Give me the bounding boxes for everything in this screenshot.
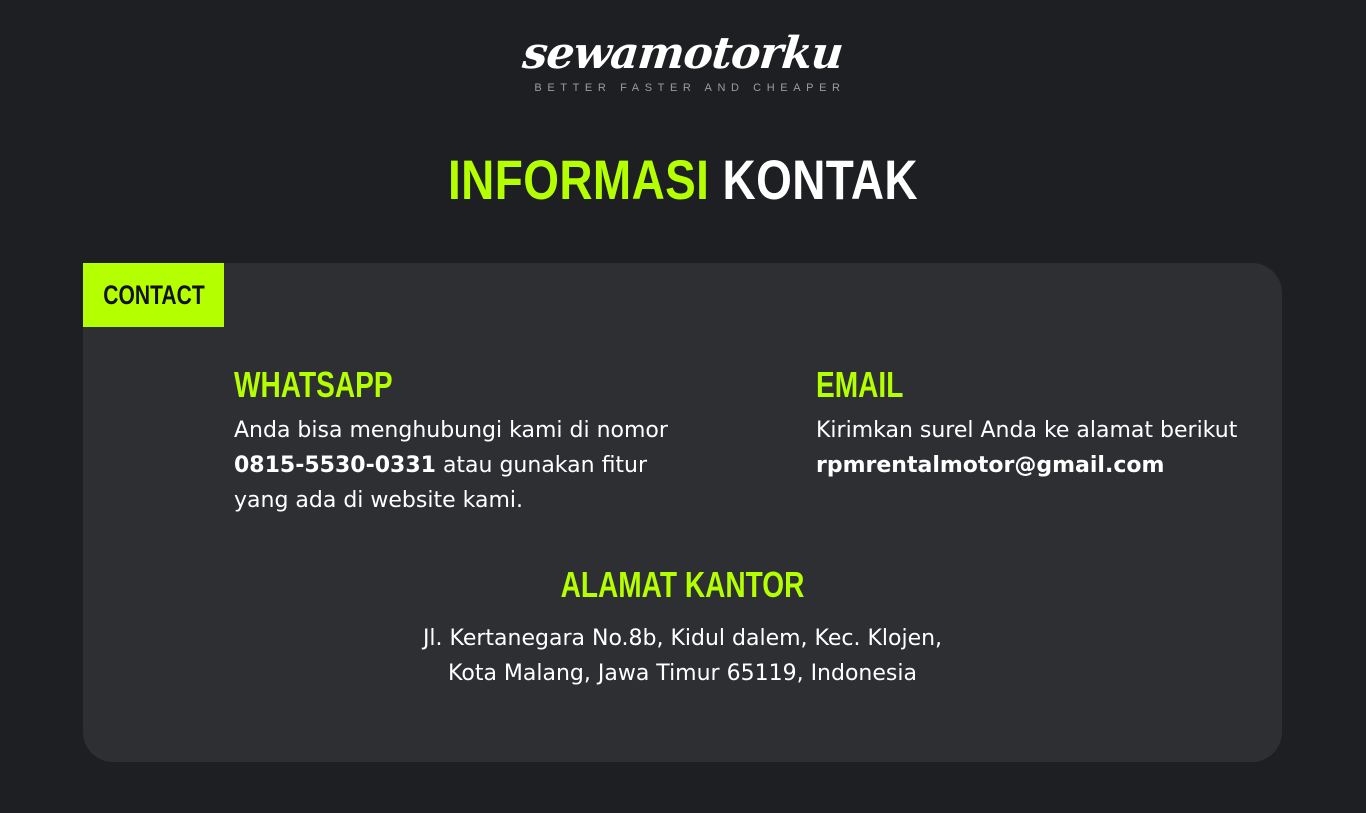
contact-tag (83, 263, 224, 327)
page-title-main: KONTAK (722, 148, 918, 211)
whatsapp-heading: WHATSAPP (234, 364, 393, 405)
contact-card (83, 263, 1282, 762)
email-description (816, 413, 1246, 483)
site-logo[interactable] (0, 28, 1366, 94)
office-address-line2: Kota Malang, Jawa Timur 65119, Indonesia (448, 661, 917, 686)
office-address (83, 621, 1282, 691)
email-address-link[interactable]: rpmrentalmotor@gmail.com (816, 453, 1165, 478)
office-address-heading: ALAMAT KANTOR (560, 564, 805, 605)
whatsapp-phone-number[interactable]: 0815-5530-0331 (234, 453, 436, 478)
email-heading: EMAIL (816, 364, 904, 405)
contact-tag-label: CONTACT (102, 280, 205, 310)
whatsapp-description (234, 413, 684, 518)
page-title (123, 146, 1243, 214)
office-address-line1: Jl. Kertanegara No.8b, Kidul dalem, Kec. Klojen, (422, 626, 943, 651)
logo-tagline: BETTER FASTER AND CHEAPER (534, 82, 846, 94)
page-title-accent: INFORMASI (448, 148, 710, 211)
whatsapp-text-after: atau gunakan fitur yang ada di website kami. (234, 453, 648, 513)
email-text-before: Kirimkan surel Anda ke alamat berikut (816, 418, 1238, 443)
whatsapp-text-before: Anda bisa menghubungi kami di nomor (234, 418, 668, 443)
logo-wordmark: sewamotorku (520, 28, 846, 79)
